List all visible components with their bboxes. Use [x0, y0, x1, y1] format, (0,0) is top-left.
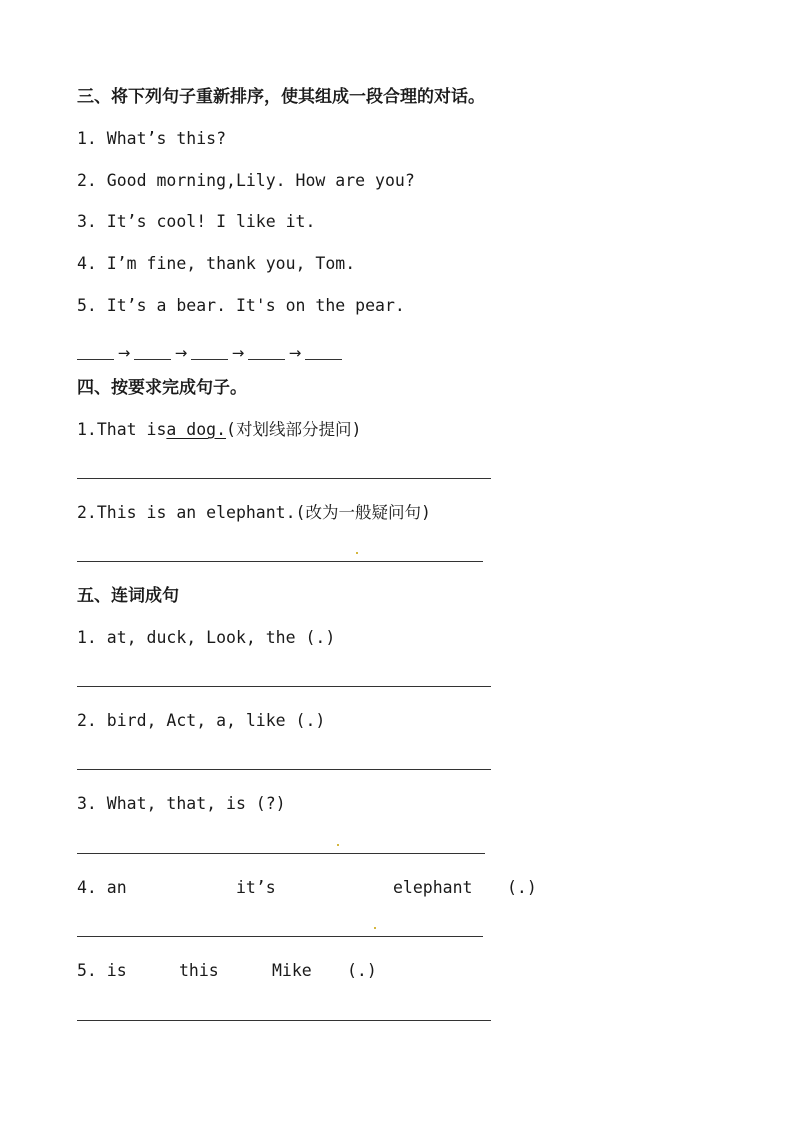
order-blank-4[interactable] [248, 343, 285, 360]
section4-question-1 [77, 419, 361, 441]
order-blank-3[interactable] [191, 343, 228, 360]
section3-heading: 三、将下列句子重新排序，使其组成一段合理的对话。 [77, 87, 485, 107]
arrow-icon: → [288, 344, 302, 362]
answer-line-5-4[interactable] [77, 936, 483, 937]
order-blank-5[interactable] [305, 343, 342, 360]
section5-question-3: 3. What, that, is (?) [77, 794, 286, 813]
section3-item-4: 4. I’m fine, thank you, Tom. [77, 254, 356, 273]
section5-question-1: 1. at, duck, Look, the (.) [77, 628, 336, 647]
answer-line-5-3[interactable] [77, 853, 485, 854]
arrow-icon: → [231, 344, 245, 362]
section5-heading: 五、连词成句 [77, 586, 179, 606]
section3-item-5: 5. It’s a bear. It's on the pear. [77, 296, 405, 315]
arrow-icon: → [117, 344, 131, 362]
q4-number-word: 4. an [77, 878, 127, 897]
section5-question-2: 2. bird, Act, a, like (.) [77, 711, 326, 730]
section4-heading: 四、按要求完成句子。 [77, 378, 247, 398]
section3-item-3: 3. It’s cool! I like it. [77, 212, 316, 231]
q5-word-3: Mike [272, 961, 312, 980]
order-answer-sequence [77, 338, 342, 360]
answer-line-5-2[interactable] [77, 769, 491, 770]
stray-mark [337, 844, 339, 846]
answer-line-5-5[interactable] [77, 1020, 491, 1021]
q5-punctuation: (.) [347, 961, 377, 980]
stray-mark [374, 927, 376, 929]
q5-number-word: 5. is [77, 961, 127, 980]
answer-line-5-1[interactable] [77, 686, 491, 687]
q1-instruction: (对划线部分提问) [226, 420, 362, 439]
q5-word-2: this [179, 961, 219, 980]
q4-word-2: it’s [236, 878, 276, 897]
order-blank-1[interactable] [77, 343, 114, 360]
q1-underlined-phrase: a dog. [166, 420, 227, 439]
q4-word-3: elephant [393, 878, 473, 897]
section3-item-1: 1. What’s this? [77, 129, 227, 148]
answer-line-4-2[interactable] [77, 561, 483, 562]
q4-punctuation: (.) [507, 878, 537, 897]
section3-item-2: 2. Good morning,Lily. How are you? [77, 171, 415, 190]
arrow-icon: → [174, 344, 188, 362]
section4-question-2: 2.This is an elephant.(改为一般疑问句) [77, 503, 431, 522]
q1-prefix: 1.That is [77, 420, 167, 439]
order-blank-2[interactable] [134, 343, 171, 360]
answer-line-4-1[interactable] [77, 478, 491, 479]
stray-mark [356, 552, 358, 554]
